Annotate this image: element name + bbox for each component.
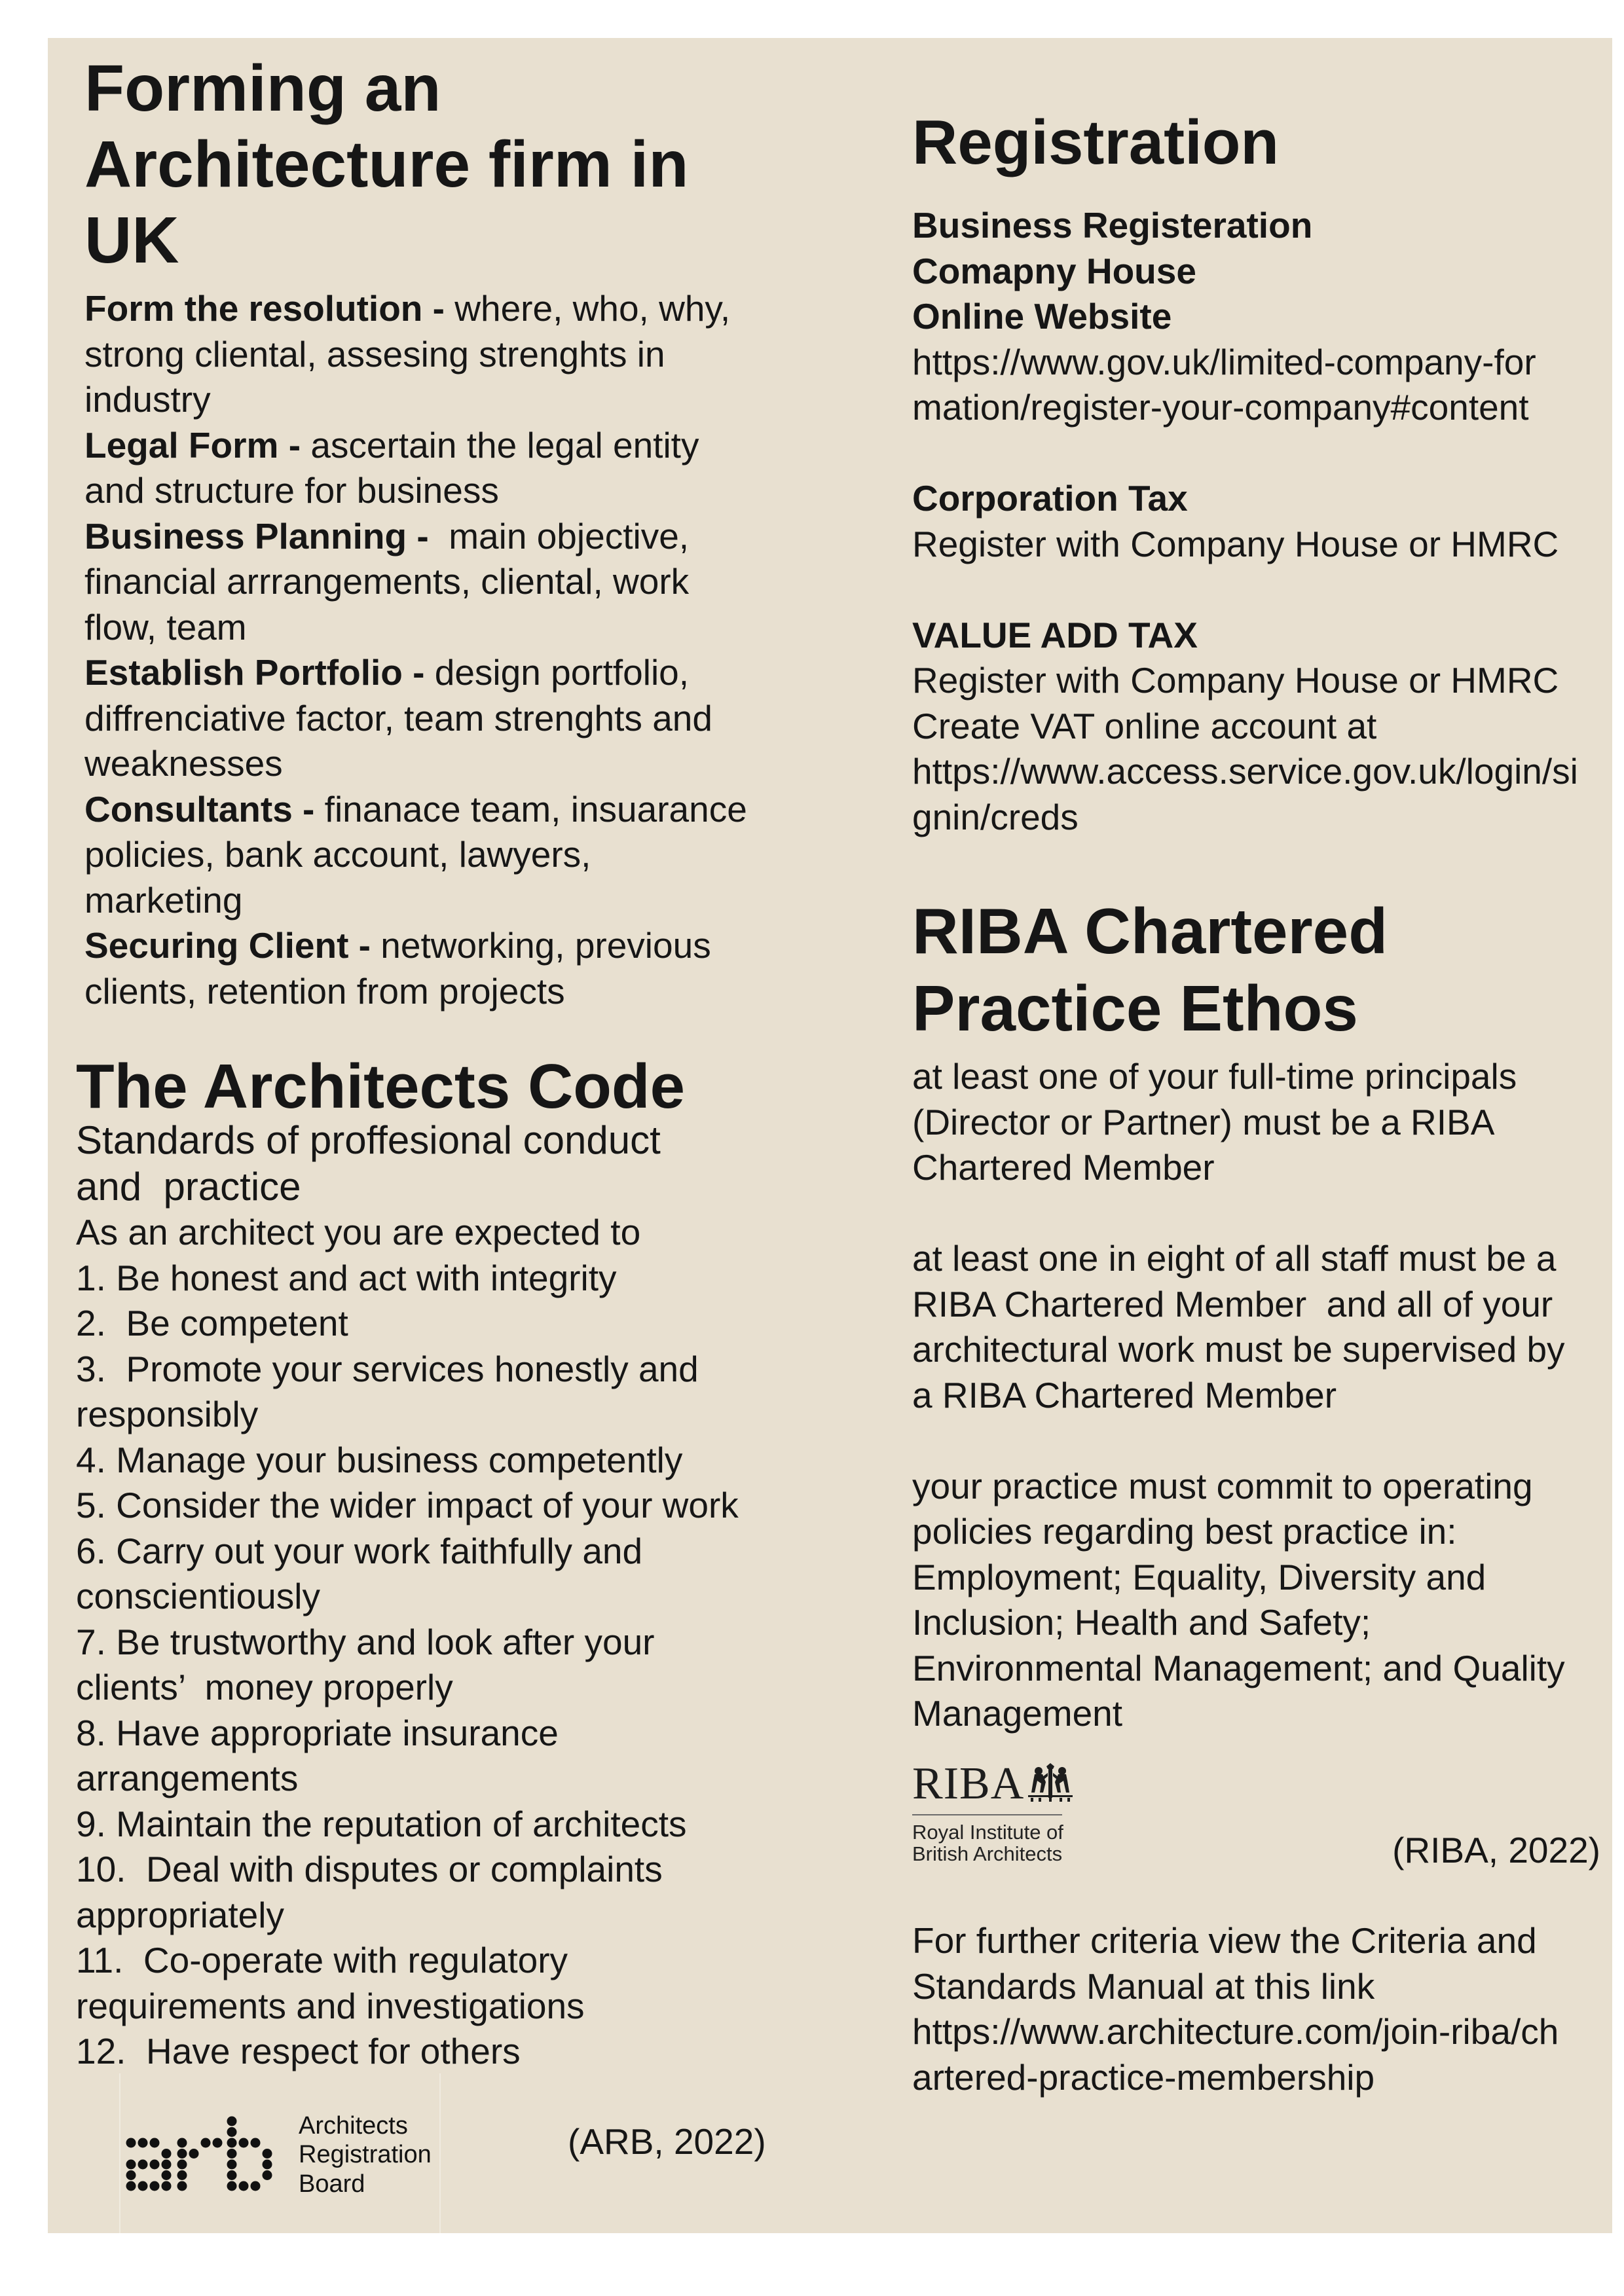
step-form-resolution	[84, 286, 747, 423]
code-item-line: appropriately	[76, 1894, 284, 1935]
step-consultants	[84, 787, 747, 924]
business-registration-group	[912, 203, 1578, 431]
arb-logo-dot	[263, 2160, 272, 2170]
step-first-line	[84, 514, 747, 560]
code-item-12	[76, 2029, 739, 2075]
code-item-line: conscientiously	[76, 1576, 320, 1616]
step-first-line	[84, 923, 747, 969]
arb-logo-dot	[177, 2160, 187, 2170]
riba-paragraph-line: a RIBA Chartered Member	[912, 1374, 1337, 1415]
subtitle-line: Standards of proffesional conduct	[76, 1118, 661, 1162]
title-line: Forming an	[84, 52, 441, 125]
code-item-5	[76, 1483, 739, 1529]
arb-logo-line: Architects	[299, 2112, 408, 2140]
step-text: where, who, why,	[454, 288, 731, 329]
arb-logo-dot	[227, 2127, 237, 2137]
step-text: ascertain the legal entity	[310, 424, 699, 465]
riba-ethos-body	[912, 1054, 1565, 1737]
code-item-line: 6. Carry out your work faithfully and	[76, 1530, 643, 1571]
further-criteria-url-line: https://www.architecture.com/join-riba/ch	[912, 2011, 1559, 2052]
forming-firm-title	[84, 50, 688, 278]
code-item-9	[76, 1802, 739, 1848]
code-item-2	[76, 1301, 739, 1347]
step-text: design portfolio,	[434, 652, 690, 693]
architects-code-list	[76, 1210, 739, 2075]
arb-logo-dot	[227, 2149, 237, 2159]
business-label: Comapny House	[912, 250, 1196, 291]
riba-paragraph-line: Inclusion; Health and Safety;	[912, 1602, 1371, 1643]
step-term: Form the resolution -	[84, 288, 445, 329]
riba-citation: (RIBA, 2022)	[1392, 1830, 1600, 1870]
step-text: main objective,	[449, 515, 690, 556]
arb-logo-dot	[227, 2117, 237, 2126]
forming-steps-list	[84, 286, 747, 1014]
riba-paragraph-line: Environmental Management; and Quality	[912, 1647, 1565, 1688]
vat-group	[912, 613, 1578, 841]
code-item-line: 8. Have appropriate insurance	[76, 1712, 559, 1753]
step-business-planning	[84, 514, 747, 651]
arb-logo-dot	[263, 2170, 272, 2180]
step-text: and structure for business	[84, 470, 499, 511]
step-text: finanace team, insuarance	[324, 788, 747, 829]
riba-paragraph-staff	[912, 1236, 1565, 1418]
registration-body	[912, 203, 1578, 840]
company-house-url-line: mation/register-your-company#content	[912, 387, 1529, 428]
code-item-line: 10. Deal with disputes or complaints	[76, 1849, 663, 1889]
riba-logo-divider	[912, 1814, 1062, 1815]
arb-logo-dot	[138, 2160, 148, 2170]
riba-logo-line: British Architects	[912, 1842, 1063, 1865]
step-term: Consultants -	[84, 788, 315, 829]
further-criteria	[912, 1918, 1559, 2100]
arb-logo-dot	[227, 2181, 237, 2191]
step-text: networking, previous	[380, 925, 711, 966]
riba-paragraph-line: RIBA Chartered Member and all of your	[912, 1283, 1553, 1324]
arb-logo-dot	[162, 2160, 172, 2170]
corporation-tax-text: Register with Company House or HMRC	[912, 523, 1559, 564]
step-securing-client	[84, 923, 747, 1014]
arb-logo-dot	[251, 2181, 261, 2191]
step-text: diffrenciative factor, team strenghts and	[84, 697, 712, 738]
arb-logo-dot	[138, 2138, 148, 2148]
arb-logo-dot	[177, 2138, 187, 2148]
arb-logo-text	[299, 2111, 432, 2198]
riba-paragraph-principals	[912, 1054, 1565, 1191]
code-item-line: clients’ money properly	[76, 1667, 453, 1707]
step-legal-form	[84, 423, 747, 514]
riba-paragraph-policies	[912, 1464, 1565, 1737]
riba-crest-icon	[1025, 1762, 1075, 1803]
arb-logo-mark	[126, 2116, 278, 2193]
step-term: Legal Form -	[84, 424, 301, 465]
step-text: weaknesses	[84, 743, 283, 784]
arb-logo-dot	[150, 2181, 160, 2191]
code-item-4	[76, 1438, 739, 1484]
code-item-line: 5. Consider the wider impact of your work	[76, 1485, 739, 1525]
step-text: marketing	[84, 879, 243, 920]
riba-logo-wordmark: RIBA	[912, 1758, 1025, 1809]
code-item-line: 2. Be competent	[76, 1303, 348, 1343]
riba-paragraph-line: Management	[912, 1693, 1123, 1734]
arb-logo-dot	[239, 2181, 249, 2191]
arb-logo-dot	[162, 2170, 172, 2180]
code-item-line: 1. Be honest and act with integrity	[76, 1257, 617, 1298]
arb-logo-dot	[227, 2138, 237, 2148]
code-item-8	[76, 1711, 739, 1802]
arb-logo-dot	[263, 2149, 272, 2159]
riba-logo-line: Royal Institute of	[912, 1821, 1063, 1844]
code-item-line: 4. Manage your business competently	[76, 1439, 683, 1480]
arb-logo-dot	[162, 2181, 172, 2191]
step-first-line	[84, 650, 747, 696]
arb-logo-dot	[227, 2160, 237, 2170]
architects-code-subtitle	[76, 1117, 661, 1210]
arb-logo-dot	[150, 2160, 160, 2170]
code-item-line: 11. Co-operate with regulatory	[76, 1940, 568, 1980]
architects-code-title: The Architects Code	[76, 1051, 685, 1121]
subtitle-line: and practice	[76, 1165, 301, 1209]
step-establish-portfolio	[84, 650, 747, 787]
vat-url-line: gnin/creds	[912, 796, 1079, 837]
riba-ethos-title	[912, 892, 1388, 1047]
arb-logo-line: Registration	[299, 2141, 432, 2169]
step-term: Establish Portfolio -	[84, 652, 425, 693]
further-criteria-line: Standards Manual at this link	[912, 1965, 1375, 2007]
arb-logo-line: Board	[299, 2170, 365, 2198]
vat-text: Create VAT online account at	[912, 705, 1377, 746]
code-item-line: 12. Have respect for others	[76, 2031, 521, 2071]
code-item-line: requirements and investigations	[76, 1985, 585, 2026]
code-item-11	[76, 1938, 739, 2029]
step-text: clients, retention from projects	[84, 970, 565, 1011]
arb-logo-dot	[251, 2138, 261, 2148]
arb-logo-dot	[213, 2138, 223, 2148]
title-line: UK	[84, 204, 179, 277]
riba-paragraph-line: (Director or Partner) must be a RIBA	[912, 1101, 1495, 1142]
corporation-tax-group	[912, 476, 1578, 567]
riba-paragraph-line: Chartered Member	[912, 1147, 1215, 1188]
arb-logo-dot	[126, 2160, 136, 2170]
arb-logo-dot	[177, 2149, 187, 2159]
business-label: Online Website	[912, 296, 1172, 337]
arb-logo-dot	[227, 2170, 237, 2180]
vat-label: VALUE ADD TAX	[912, 614, 1198, 655]
riba-title-line: RIBA Chartered	[912, 895, 1388, 967]
further-criteria-url-line: artered-practice-membership	[912, 2056, 1375, 2098]
riba-logo-text	[912, 1821, 1063, 1865]
riba-paragraph-line: your practice must commit to operating	[912, 1465, 1533, 1506]
code-item-line: 3. Promote your services honestly and	[76, 1348, 699, 1389]
arb-logo-dot	[189, 2149, 199, 2159]
code-intro: As an architect you are expected to	[76, 1212, 641, 1252]
step-text: flow, team	[84, 606, 247, 647]
step-term: Securing Client -	[84, 925, 371, 966]
code-item-10	[76, 1847, 739, 1938]
step-text: industry	[84, 379, 211, 420]
further-criteria-line: For further criteria view the Criteria and	[912, 1920, 1537, 1961]
title-line: Architecture firm in	[84, 128, 689, 201]
arb-logo-dot	[138, 2181, 148, 2191]
code-item-line: 7. Be trustworthy and look after your	[76, 1621, 655, 1662]
step-first-line	[84, 423, 747, 469]
code-item-1	[76, 1256, 739, 1302]
step-first-line	[84, 787, 747, 833]
corporation-tax-label: Corporation Tax	[912, 478, 1188, 519]
arb-logo-dot	[162, 2149, 172, 2159]
business-label: Business Registeration	[912, 205, 1313, 246]
step-first-line	[84, 286, 747, 332]
riba-paragraph-line: architectural work must be supervised by	[912, 1329, 1565, 1370]
arb-logo-dot	[126, 2181, 136, 2191]
arb-logo-dot	[126, 2138, 136, 2148]
code-item-7	[76, 1620, 739, 1711]
step-term: Business Planning -	[84, 515, 429, 556]
registration-title: Registration	[912, 107, 1280, 177]
riba-paragraph-line: at least one in eight of all staff must be a	[912, 1238, 1557, 1279]
riba-paragraph-line: policies regarding best practice in:	[912, 1511, 1457, 1552]
step-text: policies, bank account, lawyers,	[84, 834, 591, 875]
arb-logo-dot	[126, 2170, 136, 2180]
arb-logo-dot	[201, 2138, 211, 2148]
code-item-line: 9. Maintain the reputation of architects	[76, 1803, 687, 1844]
code-item-3	[76, 1347, 739, 1438]
code-item-line: arrangements	[76, 1758, 299, 1798]
arb-logo-dot	[239, 2138, 249, 2148]
riba-paragraph-line: Employment; Equality, Diversity and	[912, 1556, 1486, 1597]
code-item-6	[76, 1529, 739, 1620]
step-text: strong cliental, assesing strenghts in	[84, 333, 665, 374]
arb-logo-dot	[177, 2170, 187, 2180]
code-item-line: responsibly	[76, 1394, 259, 1434]
vat-text: Register with Company House or HMRC	[912, 660, 1559, 701]
riba-title-line: Practice Ethos	[912, 972, 1358, 1044]
riba-paragraph-line: at least one of your full-time principals	[912, 1056, 1517, 1097]
vat-url-line: https://www.access.service.gov.uk/login/si	[912, 751, 1578, 792]
arb-logo-dot	[177, 2181, 187, 2191]
step-text: financial arrrangements, cliental, work	[84, 561, 690, 602]
company-house-url-line: https://www.gov.uk/limited-company-for	[912, 341, 1536, 382]
arb-citation: (ARB, 2022)	[568, 2121, 766, 2162]
arb-logo-dot	[150, 2138, 160, 2148]
